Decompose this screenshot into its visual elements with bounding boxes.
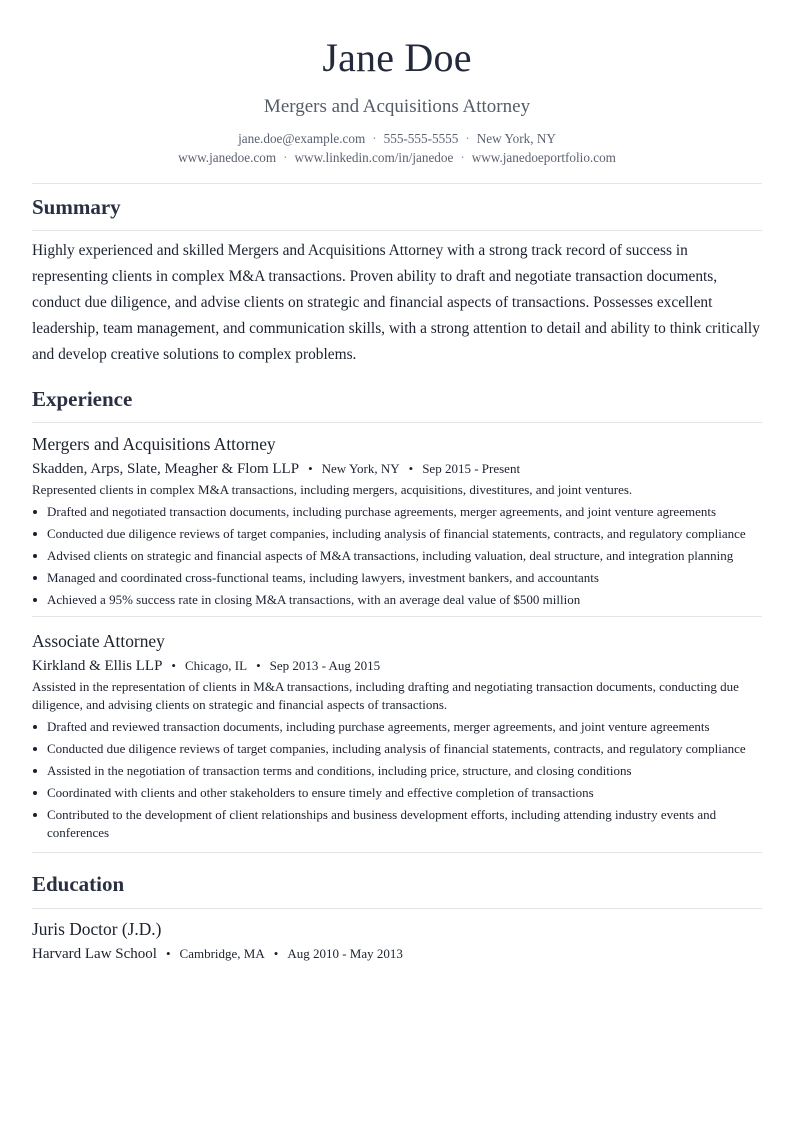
summary-heading: Summary <box>32 195 121 219</box>
job-bullet: Contributed to the development of client relationships and business development efforts, including attending industry events and conferences <box>32 806 762 842</box>
job-bullet: Drafted and reviewed transaction documents, including purchase agreements, merger agreements, and joint venture agreements <box>32 718 762 736</box>
job-bullets <box>32 718 762 842</box>
contact-website[interactable]: www.janedoe.com <box>178 150 277 165</box>
job-entry <box>32 433 762 609</box>
degree-title: Juris Doctor (J.D.) <box>32 919 162 939</box>
candidate-name: Jane Doe <box>322 35 472 80</box>
education-top-divider <box>32 852 762 853</box>
contact-phone[interactable]: 555-555-5555 <box>383 131 459 146</box>
education-dates: Aug 2010 - May 2013 <box>287 946 403 961</box>
contact-separator: · <box>465 131 470 146</box>
education-entry <box>32 918 762 964</box>
school-name: Harvard Law School <box>32 946 157 962</box>
education-heading: Education <box>32 872 125 896</box>
education-section <box>32 870 762 964</box>
contact-portfolio[interactable]: www.janedoeportfolio.com <box>471 150 616 165</box>
header-divider <box>32 183 762 184</box>
meta-separator: • <box>165 946 171 961</box>
candidate-title: Mergers and Acquisitions Attorney <box>263 96 531 117</box>
job-bullet: Advised clients on strategic and financial aspects of M&A transactions, including valuation, deal structure, and integration planning <box>32 547 762 565</box>
job-description: Assisted in the representation of clients in M&A transactions, including drafting and negotiating transaction documents, conducting due diligence, and advising clients on strategic and financial aspects of transactions. <box>32 679 739 712</box>
job-dates: Sep 2015 - Present <box>422 461 521 476</box>
contact-separator: · <box>283 150 288 165</box>
experience-section <box>32 385 762 842</box>
resume-page <box>32 0 762 964</box>
meta-separator: • <box>256 658 261 673</box>
job-location: Chicago, IL <box>184 658 248 673</box>
job-description: Represented clients in complex M&A transactions, including mergers, acquisitions, divestitures, and joint ventures. <box>32 482 633 497</box>
job-title: Mergers and Acquisitions Attorney <box>32 434 276 454</box>
summary-section <box>32 193 762 368</box>
job-bullet: Drafted and negotiated transaction documents, including purchase agreements, merger agreements, and joint venture agreements <box>32 503 762 521</box>
contact-row-primary <box>32 129 762 148</box>
resume-header <box>32 0 762 167</box>
contact-linkedin[interactable]: www.linkedin.com/in/janedoe <box>294 150 454 165</box>
contact-separator: · <box>460 150 465 165</box>
contact-separator: · <box>372 131 377 146</box>
job-bullet: Achieved a 95% success rate in closing M&A transactions, with an average deal value of $500 million <box>32 591 762 609</box>
meta-separator: • <box>273 946 279 961</box>
education-divider <box>32 908 762 909</box>
job-company: Skadden, Arps, Slate, Meagher & Flom LLP <box>32 461 300 477</box>
job-company: Kirkland & Ellis LLP <box>32 658 163 674</box>
job-bullet: Coordinated with clients and other stakeholders to ensure timely and effective completion of transactions <box>32 784 762 802</box>
job-divider <box>32 616 762 617</box>
job-meta <box>32 656 762 676</box>
summary-text: Highly experienced and skilled Mergers and Acquisitions Attorney with a strong track record of success in representing clients in complex M&A transactions. Proven ability to draft and negotiate transaction documents, conduct due diligence, and advise clients on strategic and financial aspects of transactions. Possesses excellent leadership, team management, and communication skills, with a strong attention to detail and ability to think critically and develop creative solutions to complex problems. <box>32 242 760 363</box>
job-bullet: Assisted in the negotiation of transaction terms and conditions, including price, structure, and closing conditions <box>32 762 762 780</box>
job-dates: Sep 2013 - Aug 2015 <box>269 658 381 673</box>
school-location: Cambridge, MA <box>179 946 265 961</box>
job-location: New York, NY <box>321 461 400 476</box>
contact-location: New York, NY <box>476 131 556 146</box>
meta-separator: • <box>171 658 176 673</box>
job-bullet: Conducted due diligence reviews of target companies, including analysis of financial statements, contracts, and regulatory compliance <box>32 525 762 543</box>
job-title: Associate Attorney <box>32 631 165 651</box>
meta-separator: • <box>308 461 313 476</box>
experience-heading: Experience <box>32 387 133 411</box>
contact-row-links <box>32 148 762 167</box>
summary-divider <box>32 230 762 231</box>
job-meta <box>32 459 762 479</box>
job-bullets <box>32 503 762 609</box>
contact-email[interactable]: jane.doe@example.com <box>238 131 366 146</box>
job-entry <box>32 630 762 842</box>
education-meta <box>32 944 762 964</box>
experience-divider <box>32 422 762 423</box>
meta-separator: • <box>408 461 414 476</box>
job-bullet: Managed and coordinated cross-functional teams, including lawyers, investment bankers, and accountants <box>32 569 762 587</box>
job-bullet: Conducted due diligence reviews of target companies, including analysis of financial statements, contracts, and regulatory compliance <box>32 740 762 758</box>
